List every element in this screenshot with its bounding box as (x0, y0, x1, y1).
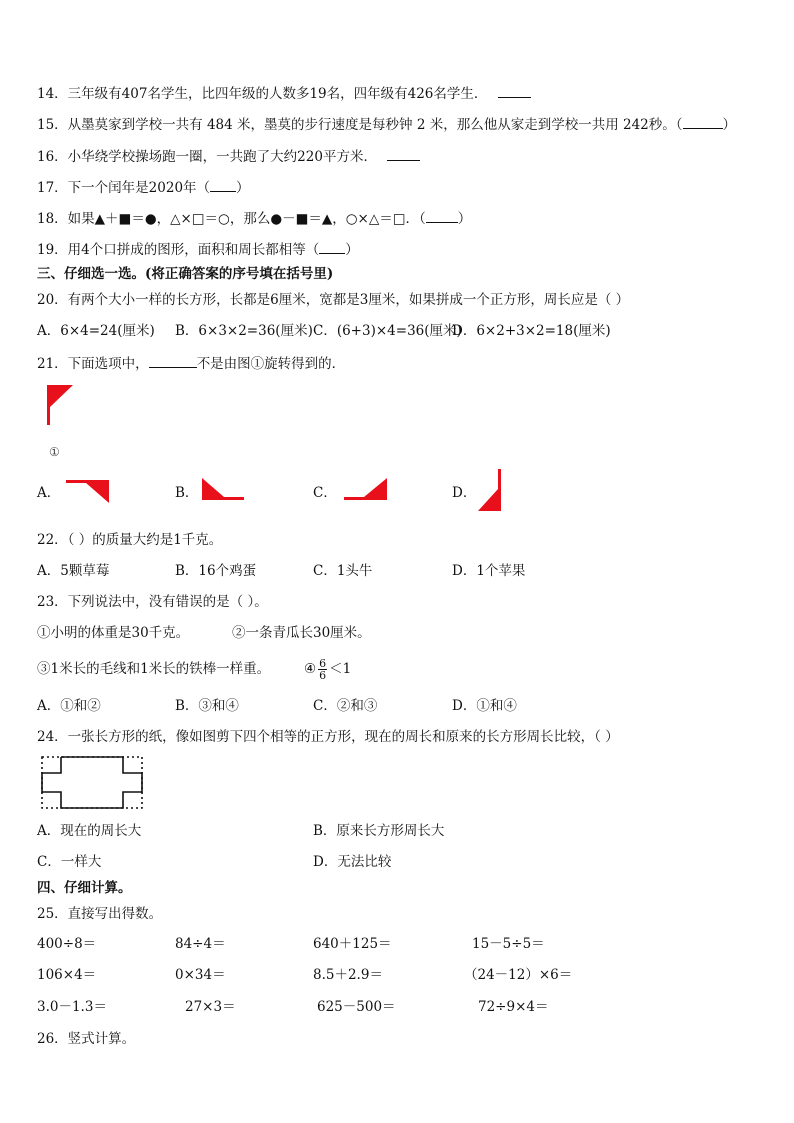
question-21-text-end: 不是由图①旋转得到的． (196, 356, 346, 372)
calc-item: 8.5＋2.9＝ (313, 967, 383, 983)
question-18 (37, 209, 471, 228)
question-17-text: 17．下一个闰年是2020年（ (37, 180, 211, 196)
answer-blank[interactable] (149, 354, 197, 368)
question-21-text: 21．下面选项中， (37, 356, 149, 372)
answer-blank[interactable] (387, 147, 420, 161)
statement-4 (304, 655, 351, 683)
section-4-title: 四、仔细计算。 (37, 880, 132, 896)
question-20-text: 20．有两个大小一样的长方形，长都是6厘米，宽都是3厘米，如果拼成一个正方形，周长应是（ ） (37, 292, 630, 308)
option-a[interactable]: A．①和② (37, 698, 101, 714)
flag-option-b[interactable] (202, 478, 246, 502)
option-b[interactable]: B．6×3×2=36(厘米) (175, 323, 313, 339)
flag-option-c[interactable] (344, 478, 388, 502)
question-14 (37, 84, 531, 103)
question-19 (37, 240, 359, 259)
cut-rectangle-figure (41, 756, 145, 810)
question-21 (37, 354, 345, 373)
calc-item: 15－5÷5＝ (472, 936, 545, 952)
question-19-text: 19．用4个口拼成的图形，面积和周长都相等（ (37, 242, 320, 258)
option-d[interactable]: D．6×2+3×2=18(厘米) (452, 323, 611, 339)
question-17 (37, 178, 250, 197)
calc-item: （24－12）×6＝ (464, 967, 573, 983)
statement-3: ③1米长的毛线和1米长的铁棒一样重。 (37, 661, 271, 677)
question-16-text: 16．小华绕学校操场跑一圈，一共跑了大约220平方米． (37, 149, 377, 165)
calc-item: 400÷8＝ (37, 936, 97, 952)
fraction (318, 658, 327, 681)
answer-blank[interactable] (426, 209, 458, 223)
close-paren: ） (345, 242, 359, 258)
option-c[interactable]: C．1头牛 (313, 563, 373, 579)
question-22-text: 22．（ ）的质量大约是1千克。 (37, 532, 223, 548)
calc-item: 640＋125＝ (313, 936, 392, 952)
flag-option-d[interactable] (478, 469, 504, 513)
question-16 (37, 147, 420, 166)
question-26-text: 26．竖式计算。 (37, 1031, 136, 1047)
fraction-denominator: 6 (319, 669, 327, 682)
statement-2: ②一条青瓜长30厘米。 (232, 625, 371, 641)
option-c[interactable]: C．一样大 (37, 854, 102, 870)
fraction-numerator: 6 (319, 657, 327, 670)
statement-1: ①小明的体重是30千克。 (37, 625, 190, 641)
option-a[interactable]: A． (37, 485, 61, 501)
option-c[interactable]: C．(6+3)×4=36(厘米) (313, 323, 462, 339)
option-b[interactable]: B．16个鸡蛋 (175, 563, 257, 579)
question-14-text: 14．三年级有407名学生，比四年级的人数多19名，四年级有426名学生． (37, 86, 488, 102)
option-d[interactable]: D．1个苹果 (452, 563, 526, 579)
option-d[interactable]: D．①和④ (452, 698, 517, 714)
option-a[interactable]: A．6×4=24(厘米) (37, 323, 155, 339)
question-18-text: 18．如果▲＋■＝●，△×□＝○，那么●－■＝▲，○×△＝□．（ (37, 211, 426, 227)
question-15 (37, 115, 736, 134)
close-paren: ） (457, 211, 472, 227)
question-15-text: 15．从墨莫家到学校一共有 484 米，墨莫的步行速度是每秒钟 2 米，那么他从家走到学校一共用 242秒。（ (37, 117, 683, 133)
option-c[interactable]: C．②和③ (313, 698, 378, 714)
statement-4-compare: ＜1 (329, 661, 352, 677)
flag-figure-1 (47, 385, 77, 427)
close-paren: ） (722, 117, 737, 133)
calc-item: 106×4＝ (37, 967, 97, 983)
option-b[interactable]: B．③和④ (175, 698, 239, 714)
calc-item: 625－500＝ (317, 999, 396, 1015)
flag-option-a[interactable] (66, 480, 110, 504)
calc-item: 27×3＝ (185, 999, 236, 1015)
close-paren: ） (236, 180, 250, 196)
question-25-text: 25．直接写出得数。 (37, 906, 163, 922)
answer-blank[interactable] (210, 178, 236, 192)
figure-label: ① (49, 445, 60, 459)
answer-blank[interactable] (683, 115, 723, 129)
option-d[interactable]: D．无法比较 (313, 854, 392, 870)
calc-item: 84÷4＝ (175, 936, 226, 952)
option-c[interactable]: C． (313, 485, 337, 501)
option-a[interactable]: A．现在的周长大 (37, 823, 142, 839)
option-a[interactable]: A．5颗草莓 (37, 563, 110, 579)
section-3-title: 三、仔细选一选。(将正确答案的序号填在括号里) (37, 266, 334, 282)
option-b[interactable]: B． (175, 485, 199, 501)
answer-blank[interactable] (498, 84, 531, 98)
calc-item: 3.0－1.3＝ (37, 999, 107, 1015)
question-23-text: 23．下列说法中，没有错误的是（ ）。 (37, 594, 268, 610)
calc-item: 0×34＝ (175, 967, 226, 983)
answer-blank[interactable] (319, 240, 345, 254)
question-24-text: 24．一张长方形的纸，像如图剪下四个相等的正方形，现在的周长和原来的长方形周长比较，（ ） (37, 729, 619, 745)
calc-item: 72÷9×4＝ (478, 999, 549, 1015)
option-b[interactable]: B．原来长方形周长大 (313, 823, 445, 839)
option-d[interactable]: D． (452, 485, 477, 501)
statement-4-marker: ④ (304, 661, 317, 677)
